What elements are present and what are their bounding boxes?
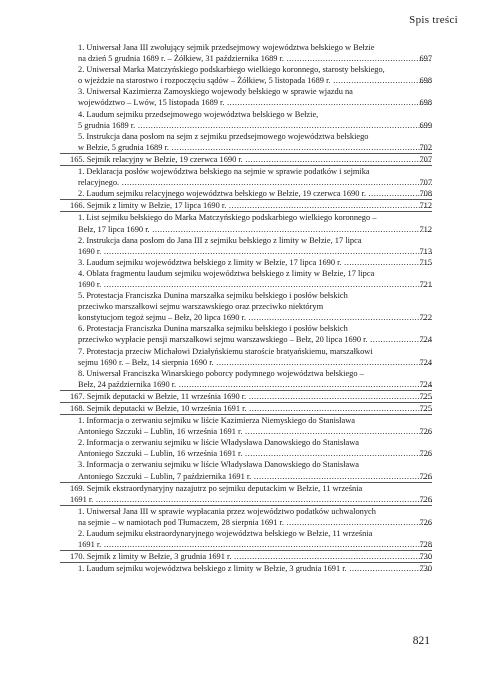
toc-entry-text: 3. Informacja o zerwaniu sejmiku w liście Władysława Danowskiego do Stanisława <box>78 460 360 470</box>
toc-entry-text: Bełz, 24 października 1690 r. ..... <box>78 379 432 390</box>
toc-entry-text: Antoniego Szczuki – Lublin, 16 września 1691 r. ..... <box>78 426 432 437</box>
toc-page-number: 728 <box>419 540 432 550</box>
toc-subentry <box>60 505 432 528</box>
toc-entry-text: 7. Protestacja przeciw Michałowi Działyńskiemu staroście bratyańskiemu, marszałkowi <box>78 346 373 356</box>
toc-subentry <box>60 109 432 131</box>
toc-page-number: 699 <box>419 120 432 130</box>
toc-section-entry <box>60 402 432 414</box>
toc-subentry <box>60 235 432 257</box>
toc-entry-text: 1690 r. ..... <box>78 246 432 257</box>
toc-entry-text: 1691 r. ..... <box>78 539 432 550</box>
toc-subentry <box>60 64 432 86</box>
toc-entry-text: 170. Sejmik z limity w Bełzie, 3 grudnia 1691 r. ..... <box>70 551 432 562</box>
toc-entry-text: 165. Sejmik relacyjny w Bełzie, 19 czerwca 1690 r. ..... <box>70 154 432 165</box>
table-of-contents <box>60 42 432 574</box>
toc-entry-text: Bełz, 17 lipca 1690 r. ..... <box>78 224 432 235</box>
toc-subentry <box>60 323 432 345</box>
toc-subentry <box>60 211 432 234</box>
toc-subentry <box>60 562 432 574</box>
toc-entry-text: 1691 r. ..... <box>70 494 432 505</box>
toc-subentry <box>60 268 432 290</box>
toc-entry-text: o wjeździe na starostwo i rozpoczęciu sądów – Żółkiew, 5 listopada 1689 r. ..... <box>78 75 432 86</box>
toc-entry-text: 3. Uniwersał Kazimierza Zamoyskiego wojewody bełskiego w sprawie wjazdu na <box>78 87 353 97</box>
toc-page-number: 707 <box>419 178 432 188</box>
toc-entry-text: 2. Laudum sejmiku relacyjnego województwa bełskiego w Bełzie, 19 czerwca 1690 r. ..... <box>78 188 432 199</box>
toc-entry-text: 1. Deklaracja posłów województwa bełskiego na sejmie w sprawie podatków i sejmika <box>78 167 370 177</box>
toc-section-entry <box>60 199 432 211</box>
toc-subentry <box>60 131 432 153</box>
toc-entry-text: 167. Sejmik deputacki w Bełzie, 11 września 1690 r. ..... <box>70 391 432 402</box>
toc-subentry <box>60 165 432 188</box>
toc-section-entry <box>60 482 432 505</box>
toc-page-number: 730 <box>419 564 432 574</box>
toc-entry-text: Antoniego Szczuki – Lublin, 16 września 1691 r. ..... <box>78 448 432 459</box>
toc-page-number: 726 <box>419 427 432 437</box>
toc-entry-text: 2. Instrukcja dana posłom do Jana III z sejmiku bełskiego z limity w Bełzie, 17 lipca <box>78 235 362 245</box>
toc-entry-text: 2. Laudum sejmiku ekstraordynaryjnego województwa bełskiego w Bełzie, 11 września <box>78 529 373 539</box>
toc-page-number: 725 <box>419 391 432 401</box>
toc-entry-text: województwo – Lwów, 15 listopada 1689 r. ..... <box>78 97 432 108</box>
toc-entry-text: 1. Informacja o zerwaniu sejmiku w liście Kazimierza Niemyskiego do Stanisława <box>78 416 355 426</box>
toc-entry-text: 166. Sejmik z limity w Bełzie, 17 lipca 1690 r. ..... <box>70 200 432 211</box>
toc-page-number: 722 <box>419 313 432 323</box>
toc-page-number: 712 <box>419 224 432 234</box>
toc-entry-text: relacyjnego. ..... <box>78 177 432 188</box>
toc-subentry <box>60 459 432 481</box>
toc-page-number: 708 <box>419 189 432 199</box>
toc-section-entry <box>60 550 432 562</box>
toc-page-number: 707 <box>419 154 432 164</box>
toc-page-number: 698 <box>419 98 432 108</box>
toc-page-number: 726 <box>419 449 432 459</box>
toc-entry-text: Antoniego Szczuki – Lublin, 7 października 1691 r. ..... <box>78 471 432 482</box>
toc-subentry <box>60 346 432 368</box>
toc-entry-text: 6. Protestacja Franciszka Dunina marszałka sejmiku bełskiego i posłów bełskich <box>78 324 348 334</box>
toc-subentry <box>60 528 432 550</box>
toc-subentry <box>60 86 432 108</box>
toc-entry-text: 1. Laudum sejmiku województwa bełskiego z limity w Bełzie, 3 grudnia 1691 r. ..... <box>78 563 432 574</box>
toc-section-entry <box>60 390 432 402</box>
toc-subentry <box>60 290 432 323</box>
toc-page-number: 725 <box>419 404 432 413</box>
page-number: 821 <box>412 635 430 647</box>
toc-entry-text: 2. Informacja o zerwaniu sejmiku w liście Władysława Danowskiego do Stanisława <box>78 438 360 448</box>
toc-section-entry <box>60 153 432 165</box>
toc-page-number: 724 <box>419 335 432 345</box>
toc-subentry <box>60 257 432 268</box>
toc-page-number: 726 <box>419 471 432 481</box>
toc-entry-text: 169. Sejmik ekstraordynaryjny nazajutrz po sejmiku deputackim w Bełzie, 11 września <box>70 483 363 493</box>
toc-page-number: 726 <box>419 494 432 504</box>
toc-entry-text: 4. Oblata fragmentu laudum sejmiku województwa bełskiego z limity w Bełzie, 17 lipca <box>78 268 375 278</box>
toc-entry-text: 1690 r. ..... <box>78 279 432 290</box>
toc-subentry <box>60 368 432 390</box>
toc-entry-text: konstytucjom tegoż sejmu – Bełz, 20 lipca 1690 r. ..... <box>78 312 432 323</box>
toc-page-number: 702 <box>419 142 432 152</box>
toc-subentry <box>60 188 432 199</box>
running-header: Spis treści <box>409 14 458 26</box>
toc-entry-text: przeciwko wypłacie pensji marszałkowi sejmu warszawskiego – Bełz, 20 lipca 1690 r. ..... <box>78 334 432 345</box>
toc-entry-text: 8. Uniwersał Franciszka Winarskiego poborcy podymnego województwa bełskiego – <box>78 368 364 378</box>
toc-entry-text: 3. Laudum sejmiku województwa bełskiego z limity w Bełzie, 17 lipca 1690 r. ..... <box>78 257 432 268</box>
toc-entry-text: na dzień 5 grudnia 1689 r. – Żółkiew, 31 października 1689 r. ..... <box>78 53 432 64</box>
toc-page-number: 697 <box>419 54 432 64</box>
toc-entry-text: 1. List sejmiku bełskiego do Marka Matczyńskiego podskarbiego wielkiego koronnego – <box>78 213 377 223</box>
toc-page-number: 726 <box>419 517 432 527</box>
toc-page-number: 721 <box>419 279 432 289</box>
toc-entry-text: 5 grudnia 1689 r. ..... <box>78 120 432 131</box>
toc-page-number: 730 <box>419 552 432 562</box>
toc-entry-text: 5. Instrukcja dana posłom na sejm z sejmiku przedsejmowego województwa bełskiego <box>78 131 369 141</box>
toc-entry-text: 1. Uniwersał Jana III zwołujący sejmik przedsejmowy województwa bełskiego w Bełzie <box>78 43 375 52</box>
toc-page-number: 713 <box>419 246 432 256</box>
toc-entry-text: w Bełzie, 5 grudnia 1689 r. ..... <box>78 142 432 153</box>
toc-entry-text: na sejmie – w namiotach pod Tłumaczem, 28 sierpnia 1691 r. ..... <box>78 517 432 528</box>
toc-entry-text: sejmu 1690 r. – Bełz, 14 sierpnia 1690 r. ..... <box>78 357 432 368</box>
toc-entry-text: 1. Uniwersał Jana III w sprawie wypłacania przez województwo podatków uchwalonych <box>78 506 376 516</box>
toc-page-number: 724 <box>419 379 432 389</box>
toc-entry-text: 4. Laudum sejmiku przedsejmowego województwa bełskiego w Bełzie, <box>78 109 319 119</box>
toc-subentry <box>60 437 432 459</box>
toc-page-number: 715 <box>419 257 432 267</box>
toc-page-number: 698 <box>419 76 432 86</box>
toc-subentry <box>60 414 432 437</box>
toc-page-number: 712 <box>419 201 432 211</box>
toc-entry-text: 2. Uniwersał Marka Matczyńskiego podskarbiego wielkiego koronnego, starosty bełskiego, <box>78 65 385 75</box>
toc-entry-text: 5. Protestacja Franciszka Dunina marszałka sejmiku bełskiego i posłów bełskich <box>78 291 348 301</box>
toc-page-number: 724 <box>419 357 432 367</box>
toc-entry-text: przeciwko marszałkowi sejmu warszawskiego oraz przeciwko niektórym <box>78 302 324 312</box>
toc-entry-text: 168. Sejmik deputacki w Bełzie, 10 września 1691 r. ..... <box>70 403 432 414</box>
toc-subentry <box>60 42 432 64</box>
